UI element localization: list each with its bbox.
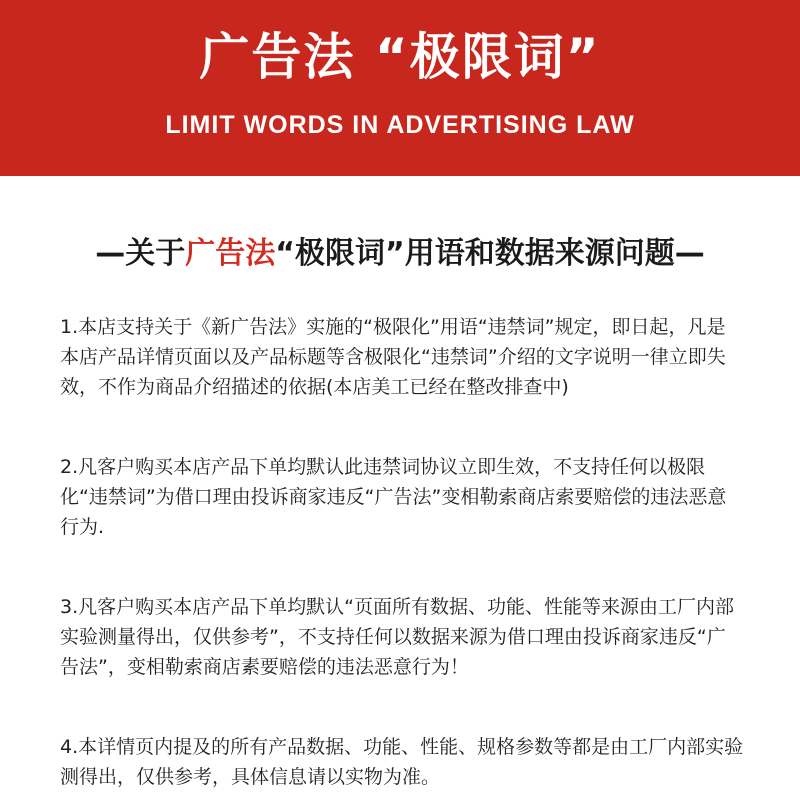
notice-item-4: 4.本详情页内提及的所有产品数据、功能、性能、规格参数等都是由工厂内部实验测得出，仅供参考，具体信息请以实物为准。	[60, 736, 744, 788]
notice-list	[0, 312, 800, 792]
heading-suffix: 用语和数据来源问题—	[404, 236, 705, 271]
heading-prefix: —关于	[95, 236, 186, 271]
banner-subtitle: LIMIT WORDS IN ADVERTISING LAW	[165, 111, 635, 139]
notice-item-2: 2.凡客户购买本店产品下单均默认此违禁词协议立即生效，不支持任何以极限化“违禁词”为借口理由投诉商家违反“广告法”变相勒索商店索要赔偿的违法恶意行为.	[60, 456, 727, 538]
header-banner	[0, 0, 800, 176]
heading-highlight: 广告法	[185, 236, 276, 271]
banner-title: 广告法 “极限词”	[199, 28, 601, 86]
section-heading	[0, 234, 800, 274]
notice-item-3: 3.凡客户购买本店产品下单均默认“页面所有数据、功能、性能等来源由工厂内部实验测量得出，仅供参考”，不支持任何以数据来源为借口理由投诉商家违反“广告法”，变相勒索商店素要赔偿的违法恶意行为！	[60, 596, 734, 678]
notice-item-1: 1.本店支持关于《新广告法》实施的“极限化”用语“违禁词”规定，即日起，凡是本店产品详情页面以及产品标题等含极限化“违禁词”介绍的文字说明一律立即失效，不作为商品介绍描述的依据(本店美工已经在整改排查中)	[60, 316, 726, 398]
heading-middle: “极限词”	[275, 236, 405, 271]
